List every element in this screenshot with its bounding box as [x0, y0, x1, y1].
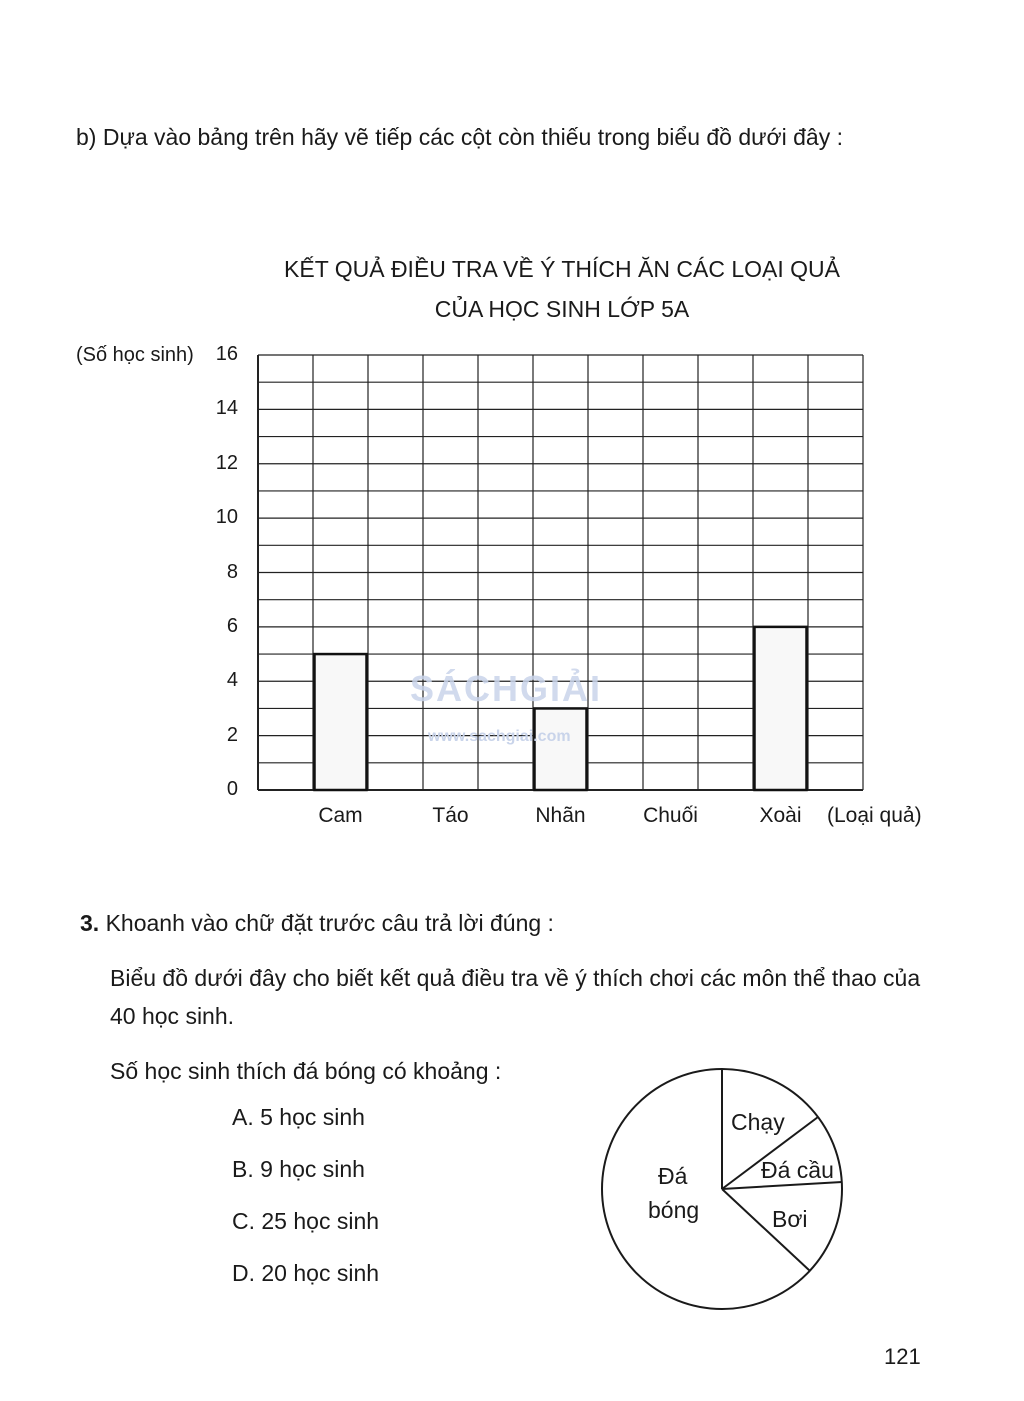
- pie-label-da-bong-2: bóng: [648, 1197, 700, 1223]
- option-c[interactable]: C. 25 học sinh: [232, 1208, 380, 1234]
- question3-header: [80, 910, 554, 937]
- x-tick-label-3: Chuối: [643, 804, 698, 827]
- question3-description-2: 40 học sinh.: [110, 1003, 235, 1029]
- option-b[interactable]: B. 9 học sinh: [232, 1156, 365, 1182]
- page-number: 121: [884, 1344, 921, 1369]
- y-tick-label-2: 4: [226, 669, 238, 692]
- bar-2: [535, 708, 587, 790]
- chart-title-line1: KẾT QUẢ ĐIỀU TRA VỀ Ý THÍCH ĂN CÁC LOẠI QUẢ: [284, 256, 840, 282]
- watermark-url: www.sachgiai.com: [428, 728, 571, 745]
- option-d[interactable]: D. 20 học sinh: [232, 1260, 380, 1286]
- x-tick-label-1: Táo: [432, 804, 469, 827]
- y-tick-label-3: 6: [226, 614, 238, 637]
- bar-0: [315, 654, 367, 790]
- question3-question: Số học sinh thích đá bóng có khoảng :: [110, 1058, 502, 1084]
- y-tick-label-6: 12: [215, 451, 238, 474]
- watermark-brand: SÁCHGIẢI: [410, 668, 603, 709]
- question3-description-1: Biểu đồ dưới đây cho biết kết quả điều tra về ý thích chơi các môn thể thao của: [110, 965, 921, 991]
- option-a[interactable]: A. 5 học sinh: [232, 1104, 365, 1130]
- pie-chart: [598, 1064, 850, 1316]
- y-tick-label-0: 0: [226, 778, 238, 800]
- y-tick-label-8: 16: [215, 343, 238, 365]
- x-tick-label-2: Nhãn: [535, 804, 586, 827]
- pie-label-da-cau: Đá cầu: [761, 1157, 834, 1183]
- x-axis-label: (Loại quả): [827, 804, 922, 827]
- x-tick-label-0: Cam: [318, 804, 363, 827]
- pie-label-boi: Bơi: [772, 1206, 808, 1232]
- y-tick-label-7: 14: [215, 397, 238, 420]
- y-tick-label-1: 2: [226, 723, 238, 746]
- pie-label-da-bong-1: Đá: [658, 1163, 688, 1189]
- question3-prompt: Khoanh vào chữ đặt trước câu trả lời đúng :: [105, 910, 554, 936]
- chart-title-line2: CỦA HỌC SINH LỚP 5A: [434, 296, 690, 322]
- question3-number: 3.: [80, 910, 100, 936]
- pie-divider-3: [722, 1182, 842, 1189]
- y-axis-label: (Số học sinh): [76, 344, 194, 366]
- part-b-instruction: b) Dựa vào bảng trên hãy vẽ tiếp các cột còn thiếu trong biểu đồ dưới đây :: [76, 124, 843, 150]
- y-tick-label-5: 10: [215, 506, 238, 529]
- y-tick-label-4: 8: [226, 560, 238, 583]
- bar-4: [755, 627, 807, 790]
- pie-label-chay: Chạy: [731, 1109, 785, 1135]
- x-tick-label-4: Xoài: [759, 804, 802, 827]
